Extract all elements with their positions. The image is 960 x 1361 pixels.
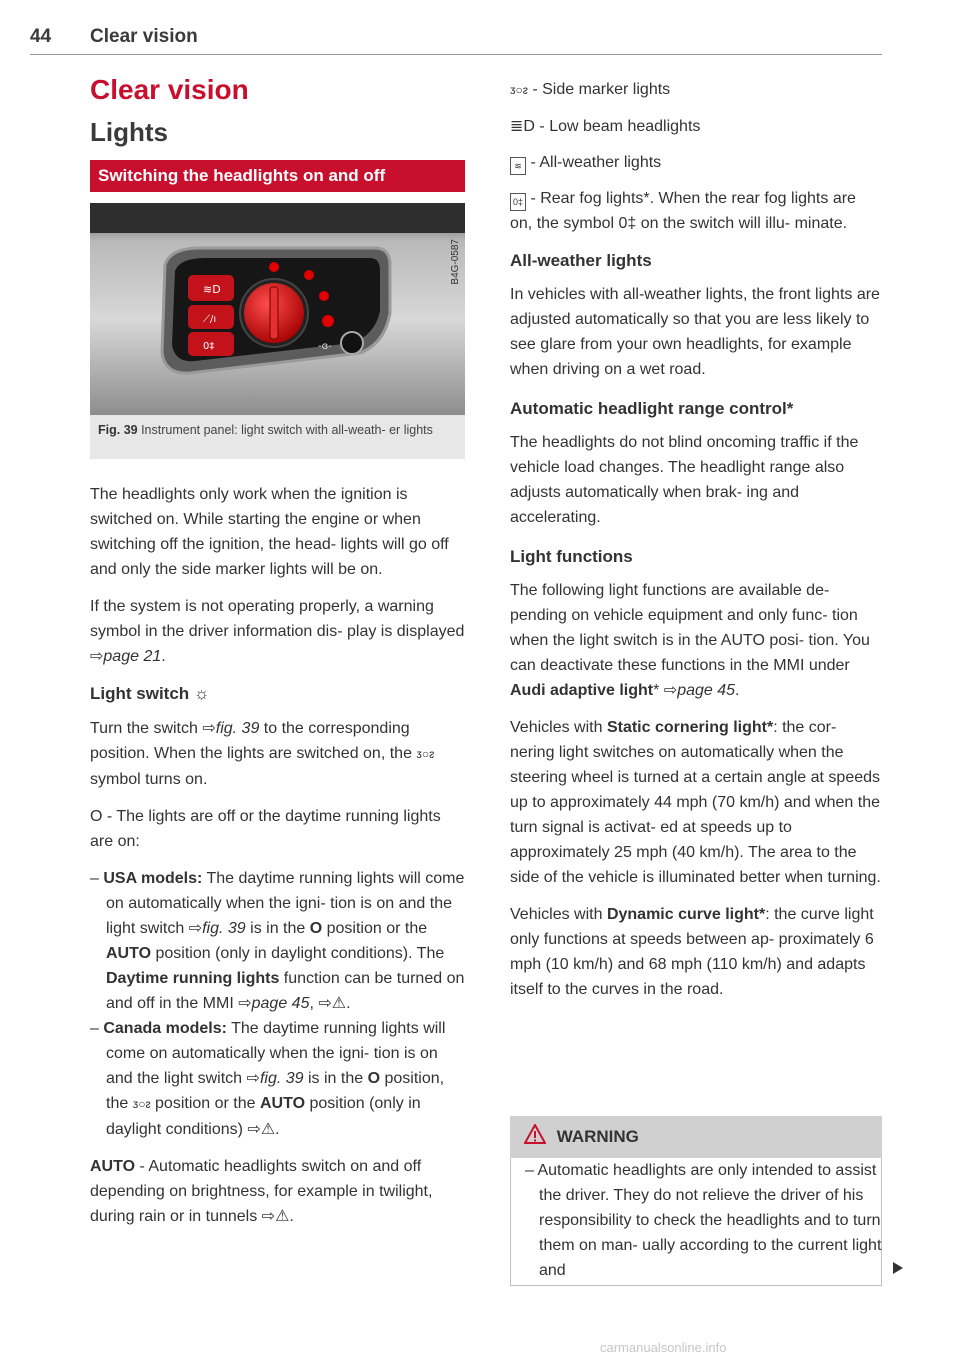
paragraph-light-functions: The following light functions are available de- pending on vehicle equipment and only func- tion when the light switch is in the AUTO posi- tion. You can deactivate these functions in the MMI under Audi adaptive light* ⇨page 45.	[510, 582, 870, 699]
rear-fog-icon: 0‡	[510, 193, 526, 211]
warning-triangle-icon[interactable]: ⚠	[260, 1121, 276, 1138]
topic-bar: Switching the headlights on and off	[90, 160, 465, 192]
figure-link[interactable]: fig. 39	[259, 1070, 304, 1087]
left-body	[90, 482, 465, 1229]
heading-light-functions: Light functions	[510, 547, 633, 566]
legend-low-beam: ≣D - Low beam headlights	[510, 118, 701, 135]
arrow-icon: ⇨	[246, 1070, 260, 1087]
warning-box	[510, 1158, 882, 1286]
heading-all-weather: All-weather lights	[510, 251, 652, 270]
paragraph-all-weather: In vehicles with all-weather lights, the front lights are adjusted automatically so that you are less likely to see glare from your own headlights, for example when driving on a wet road.	[510, 286, 880, 378]
warning-triangle-icon	[524, 1124, 546, 1144]
side-marker-icon: ᴣ○ᴤ	[510, 83, 528, 97]
svg-text:-ɞ-: -ɞ-	[318, 341, 332, 352]
page-link[interactable]: page 21	[103, 648, 162, 665]
heading-light-switch: Light switch ☼	[90, 684, 210, 703]
page-header	[30, 26, 882, 55]
low-beam-icon: ≣D	[510, 118, 535, 135]
arrow-icon: ⇨	[90, 648, 104, 665]
warning-triangle-icon[interactable]: ⚠	[331, 995, 347, 1012]
figure-code: B4G-0587	[450, 239, 461, 285]
legend-rear-fog: 0‡ - Rear fog lights*. When the rear fog lights are on, the symbol 0‡ on the switch will illu- minate.	[510, 190, 856, 232]
figure-link[interactable]: fig. 39	[202, 920, 246, 937]
sun-icon: ☼	[193, 684, 210, 703]
arrow-icon: ⇨	[238, 995, 252, 1012]
figure-link[interactable]: fig. 39	[215, 720, 260, 737]
warning-text: – Automatic headlights are only intended to assist the driver. They do not relieve the driver of his responsibility to check the headlights and to turn them on man- ually according to the current light and	[525, 1162, 882, 1279]
list-item-usa: – USA models: The daytime running lights will come on automatically when the igni- tion is on and the light switch ⇨fig. 39 is in the O position or the AUTO position (only in daylight conditions). The Daytime running lights function can be turned on and off in the MMI ⇨page 45, ⇨⚠.	[90, 870, 465, 1012]
figure-light-switch	[90, 203, 465, 415]
section-title: Lights	[90, 117, 168, 147]
paragraph-auto: AUTO - Automatic headlights switch on and off depending on brightness, for example in twilight, during rain or in tunnels ⇨⚠.	[90, 1158, 433, 1225]
light-switch-illustration	[90, 203, 465, 415]
paragraph-ignition: The headlights only work when the ignition is switched on. While starting the engine or when switching off the ignition, the head- lights will go off and only the side marker lights will be on.	[90, 486, 449, 578]
warning-title: WARNING	[556, 1127, 639, 1146]
caption-text: Instrument panel: light switch with all-weath- er lights	[141, 423, 433, 437]
warning-header	[510, 1116, 882, 1158]
svg-text:0‡: 0‡	[203, 341, 215, 352]
all-weather-icon: ≋	[510, 157, 526, 175]
side-marker-icon: ᴣ○ᴤ	[132, 1097, 151, 1111]
legend-side-marker: ᴣ○ᴤ - Side marker lights	[510, 81, 671, 98]
side-marker-icon: ᴣ○ᴤ	[416, 747, 435, 761]
legend-all-weather: ≋ - All-weather lights	[510, 150, 882, 175]
heading-range-control: Automatic headlight range control*	[510, 399, 794, 418]
svg-text:≋D: ≋D	[203, 283, 221, 296]
arrow-icon: ⇨	[188, 920, 203, 937]
paragraph-static-cornering: Vehicles with Static cornering light*: the cor- nering light switches on automatically when the steering wheel is turned at a certain angle at speeds up to approximately 44 mph (70 km/h) and when the turn signal is activat- ed at speeds up to approximately 25 mph (40 km/h). The area to the side of the vehicle is illuminated better when turning.	[510, 719, 881, 886]
paragraph-position-o: O - The lights are off or the daytime running lights are on:	[90, 808, 441, 850]
paragraph-range-control: The headlights do not blind oncoming traffic if the vehicle load changes. The headlight range also adjusts automatically when brak- ing and accelerating.	[510, 434, 859, 526]
paragraph-turn-switch: Turn the switch ⇨fig. 39 to the corresponding position. When the lights are switched on, the ᴣ○ᴤ symbol turns on.	[90, 720, 435, 788]
arrow-icon: ⇨	[663, 682, 678, 699]
paragraph-warning-symbol: If the system is not operating properly, a warning symbol in the driver information dis- play is displayed ⇨page 21.	[90, 598, 465, 665]
page-link[interactable]: page 45	[677, 682, 736, 699]
arrow-icon: ⇨	[202, 720, 216, 737]
running-title: Clear vision	[90, 26, 198, 47]
figure-caption	[90, 415, 465, 459]
paragraph-dynamic-curve: Vehicles with Dynamic curve light*: the curve light only functions at speeds between ap- proximately 6 mph (10 km/h) and 68 mph (110 km/h) and adapts itself to the curves in the road.	[510, 906, 874, 998]
warning-triangle-icon[interactable]: ⚠	[275, 1208, 290, 1225]
svg-text:⟋/ı: ⟋/ı	[203, 314, 217, 325]
chapter-title: Clear vision	[90, 74, 249, 105]
page-link[interactable]: page 45	[251, 995, 310, 1012]
page-number: 44	[30, 26, 52, 47]
rear-fog-symbol-icon: 0‡	[618, 215, 637, 232]
list-item-canada: – Canada models: The daytime running lights will come on automatically when the igni- tion is on and the light switch ⇨fig. 39 is in the O position, the ᴣ○ᴤ position or the AUTO position (only in daylight conditions) ⇨⚠.	[90, 1020, 446, 1138]
arrow-icon: ⇨	[318, 995, 332, 1012]
right-body	[510, 77, 882, 1002]
continue-arrow-icon	[893, 1262, 903, 1274]
caption-label: Fig. 39	[98, 423, 138, 437]
arrow-icon: ⇨	[261, 1208, 276, 1225]
watermark: carmanualsonline.info	[600, 1340, 727, 1355]
arrow-icon: ⇨	[247, 1121, 261, 1138]
